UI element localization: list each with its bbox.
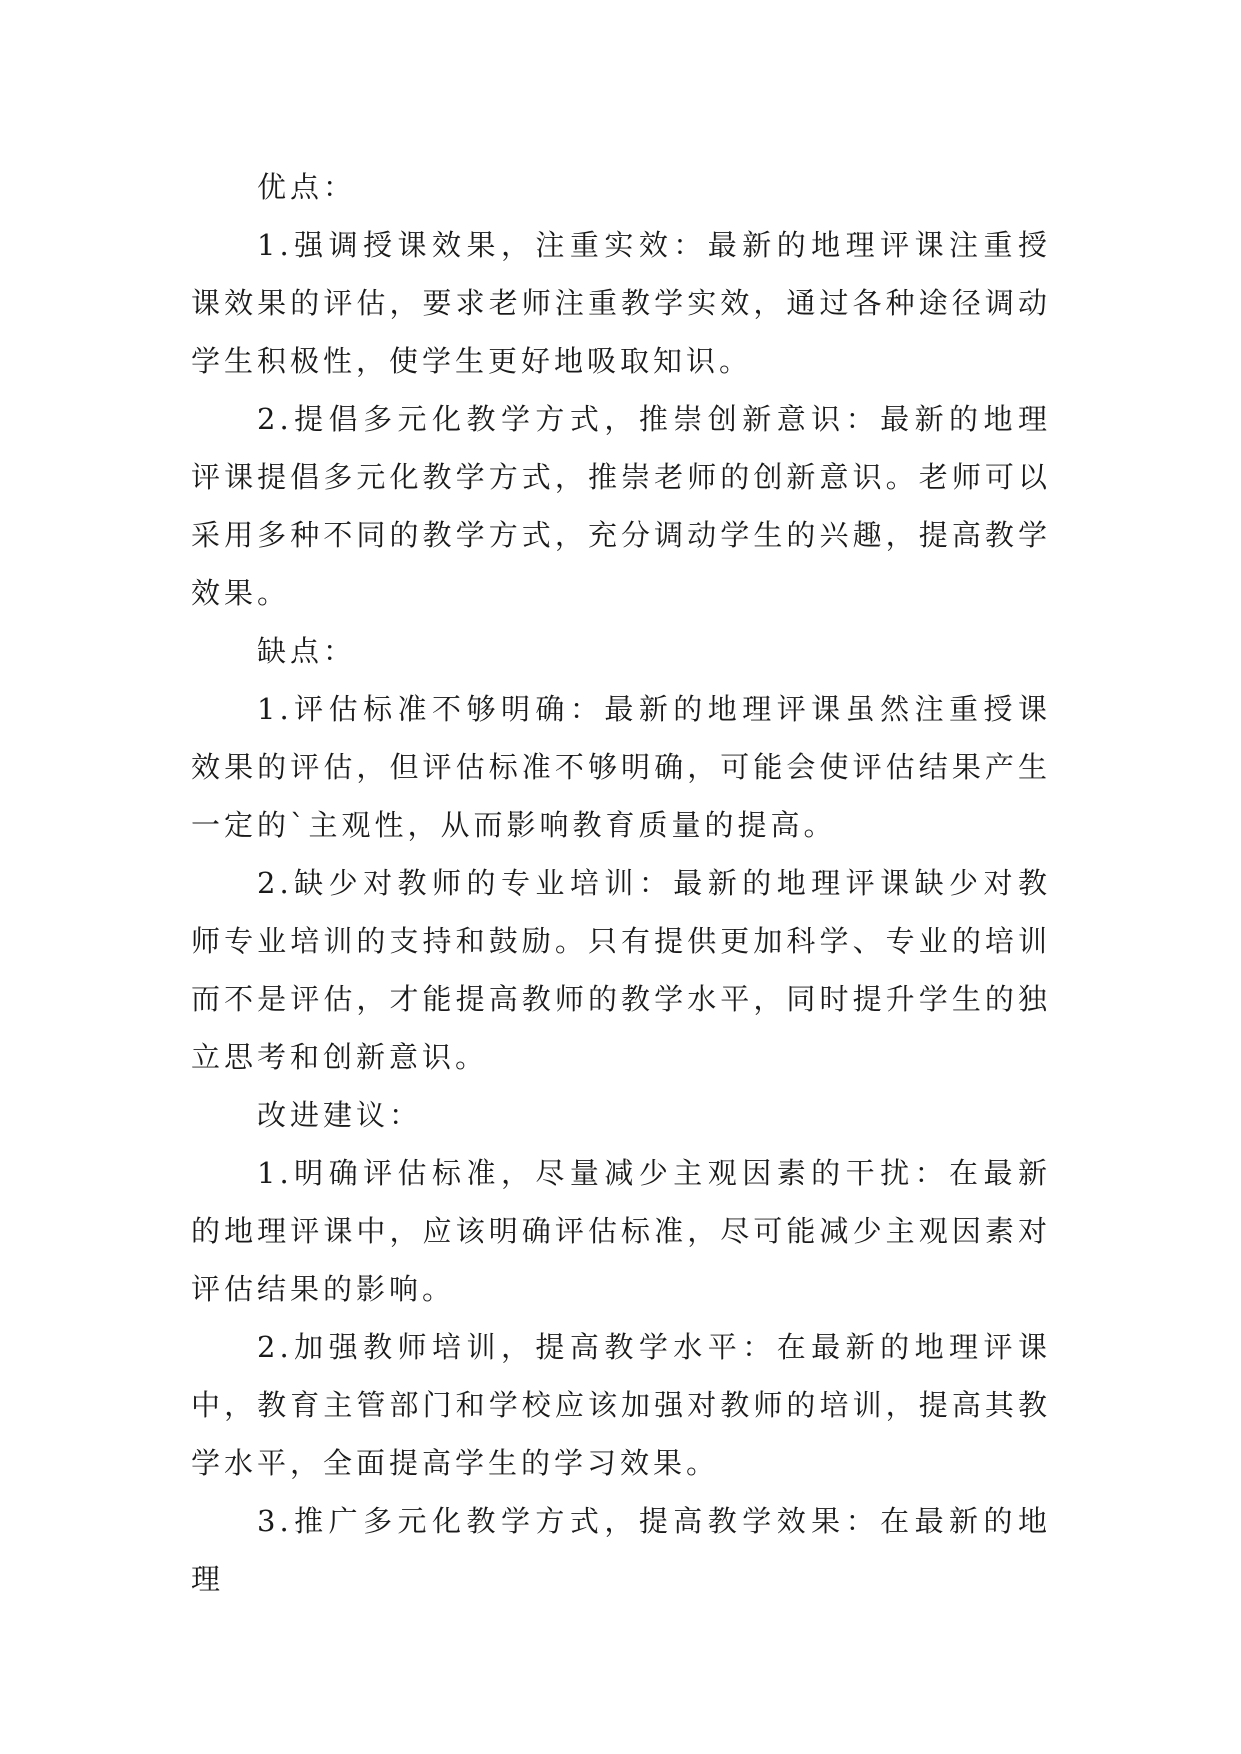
section-heading-disadvantages: 缺点：	[257, 634, 357, 668]
section-heading-suggestions: 改进建议：	[257, 1098, 423, 1132]
suggestion-item-3: 3.推广多元化教学方式，提高教学效果：在最新的地理	[191, 1504, 1051, 1596]
advantage-item-2: 2.提倡多元化教学方式，推崇创新意识：最新的地理评课提倡多元化教学方式，推崇老师的创新意识。老师可以采用多种不同的教学方式，充分调动学生的兴趣，提高教学效果。	[191, 402, 1051, 610]
disadvantage-item-2: 2.缺少对教师的专业培训：最新的地理评课缺少对教师专业培训的支持和鼓励。只有提供更加科学、专业的培训而不是评估，才能提高教师的教学水平，同时提升学生的独立思考和创新意识。	[191, 866, 1051, 1074]
section-heading-advantages: 优点：	[257, 170, 357, 204]
disadvantage-item-1: 1.评估标准不够明确：最新的地理评课虽然注重授课效果的评估，但评估标准不够明确，可能会使评估结果产生一定的`主观性，从而影响教育质量的提高。	[191, 692, 1051, 842]
advantage-item-1: 1.强调授课效果，注重实效：最新的地理评课注重授课效果的评估，要求老师注重教学实效，通过各种途径调动学生积极性，使学生更好地吸取知识。	[191, 228, 1051, 378]
document-body	[191, 158, 1051, 1608]
suggestion-item-1: 1.明确评估标准，尽量减少主观因素的干扰：在最新的地理评课中，应该明确评估标准，尽可能减少主观因素对评估结果的影响。	[191, 1156, 1051, 1306]
suggestion-item-2: 2.加强教师培训，提高教学水平：在最新的地理评课中，教育主管部门和学校应该加强对教师的培训，提高其教学水平，全面提高学生的学习效果。	[191, 1330, 1051, 1480]
